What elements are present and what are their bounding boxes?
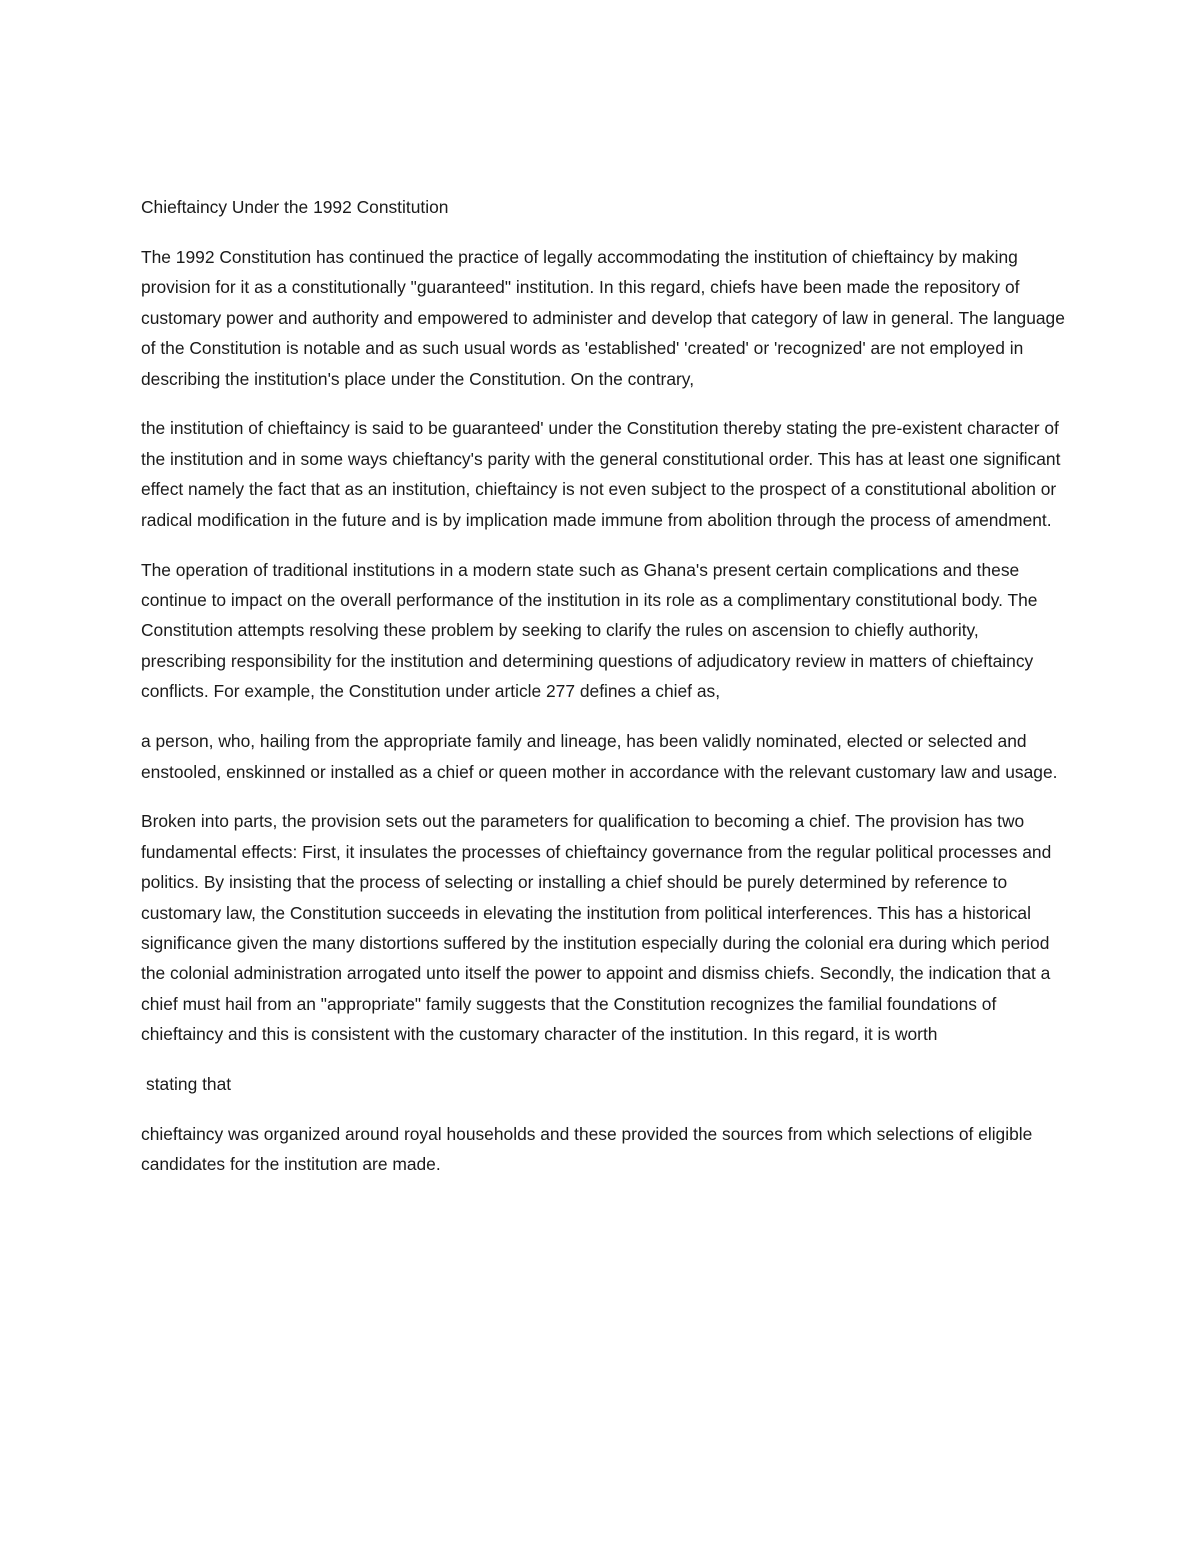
paragraph-7: chieftaincy was organized around royal households and these provided the sources from which selections of eligible candidates for the institution are made. — [141, 1124, 1033, 1175]
paragraph-4-quotation: a person, who, hailing from the appropriate family and lineage, has been validly nominated, elected or selected and enstooled, enskinned or installed as a chief or queen mother in accordance with the relevant customary law and usage. — [141, 731, 1058, 782]
paragraph-2: the institution of chieftaincy is said to be guaranteed' under the Constitution thereby stating the pre-existent character of the institution and in some ways chieftancy's parity with the general constitutional order. This has at least one significant effect namely the fact that as an institution, chieftaincy is not even subject to the prospect of a constitutional abolition or radical modification in the future and is by implication made immune from abolition through the process of amendment. — [141, 418, 1061, 530]
document-title: Chieftaincy Under the 1992 Constitution — [141, 197, 449, 217]
paragraph-6: stating that — [146, 1074, 232, 1095]
document-body — [141, 192, 1066, 1199]
paragraph-3: The operation of traditional institutions in a modern state such as Ghana's present certain complications and these continue to impact on the overall performance of the institution in its role as a complimentary constitutional body. The Constitution attempts resolving these problem by seeking to clarify the rules on ascension to chiefly authority, prescribing responsibility for the institution and determining questions of adjudicatory review in matters of chieftaincy conflicts. For example, the Constitution under article 277 defines a chief as, — [141, 559, 1038, 702]
paragraph-1: The 1992 Constitution has continued the practice of legally accommodating the institution of chieftaincy by making provision for it as a constitutionally "guaranteed" institution. In this regard, chiefs have been made the repository of customary power and authority and empowered to administer and develop that category of law in general. The language of the Constitution is notable and as such usual words as 'established' 'created' or 'recognized' are not employed in describing the institution's place under the Constitution. On the contrary, — [141, 246, 1065, 389]
paragraph-5: Broken into parts, the provision sets out the parameters for qualification to becoming a chief. The provision has two fundamental effects: First, it insulates the processes of chieftaincy governance from the regular political processes and politics. By insisting that the process of selecting or installing a chief should be purely determined by reference to customary law, the Constitution succeeds in elevating the institution from political interferences. This has a historical significance given the many distortions suffered by the institution especially during the colonial era during which period the colonial administration arrogated unto itself the power to appoint and dismiss chiefs. Secondly, the indication that a chief must hail from an "appropriate" family suggests that the Constitution recognizes the familial foundations of chieftaincy and this is consistent with the customary character of the institution. In this regard, it is worth — [141, 811, 1052, 1045]
